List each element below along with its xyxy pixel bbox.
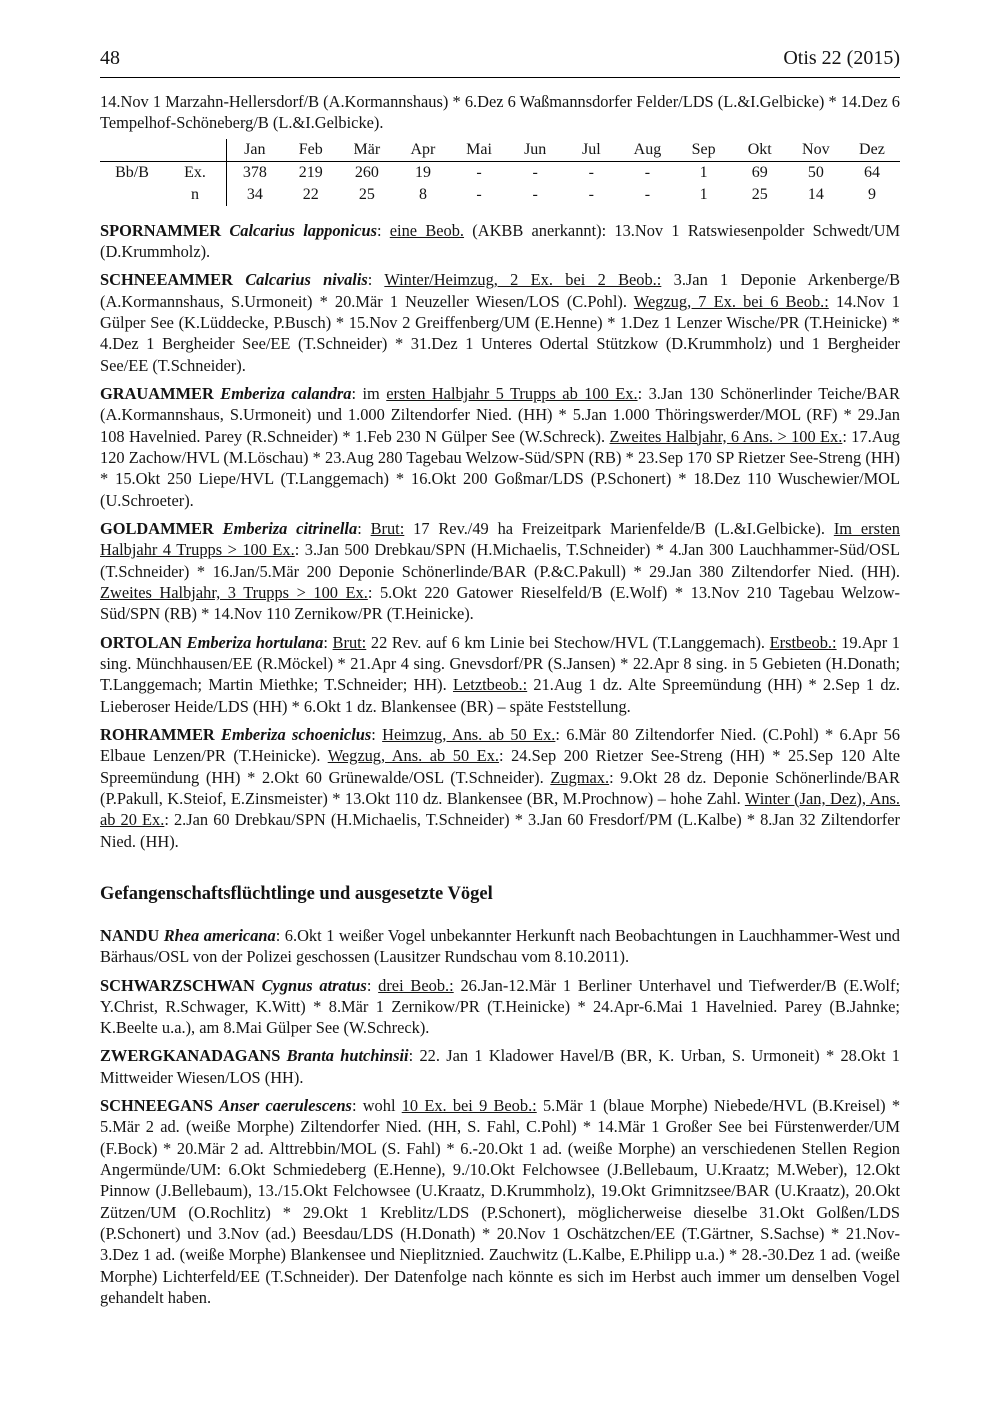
table-cell: -: [644, 185, 651, 203]
month-header: Feb: [283, 139, 339, 162]
table-cell: 14: [807, 185, 824, 203]
page-header: [100, 46, 900, 77]
month-header: Apr: [395, 139, 451, 162]
table-cell: 260: [354, 163, 379, 181]
section-heading: Gefangenschaftsflüchtlinge und ausgesetzte Vögel: [100, 883, 493, 904]
table-cell: 1: [699, 185, 708, 203]
header-rule: [100, 77, 900, 78]
entry-schneeammer: SCHNEEAMMER Calcarius nivalis: Winter/Heimzug, 2 Ex. bei 2 Beob.: 3.Jan 1 Deponie Arkenberge/B (A.Kormannshaus, S.Urmoneit) * 20.Mär 1 Neuzeller Wiesen/LOS (C.Pohl). Wegzug, 7 Ex. bei 6 Beob.: 14.Nov 1 Gülper See (K.Lüddecke, P.Busch) * 15.Nov 2 Greiffenberg/UM (E.Henne) * 1.Dez 1 Lenzer Wische/PR (T.Heinicke) * 4.Dez 1 Bergheider See/EE (T.Schneider) * 31.Dez 1 Unteres Odertal Stützkow (D.Krummholz) und 1 Bergheider See/EE (T.Schneider).: [100, 270, 900, 375]
month-header: Mai: [451, 139, 507, 162]
table-cell: -: [476, 163, 482, 181]
month-header: Aug: [619, 139, 675, 162]
entry-goldammer: GOLDAMMER Emberiza citrinella: Brut: 17 Rev./49 ha Freizeitpark Marienfelde/B (L.&I.Gelbicke). Im ersten Halbjahr 4 Trupps > 100 Ex.: 3.Jan 500 Drebkau/SPN (H.Michaelis, T.Schneider) * 4.Jan 300 Lauchhammer-Süd/OSL (T.Schneider) * 16.Jan/5.Mär 200 Deponie Schönerlinde/BAR (P.&C.Pakull) * 29.Jan 380 Ziltendorfer Nied. (HH). Zweites Halbjahr, 3 Trupps > 100 Ex.: 5.Okt 220 Gatower Rieselfeld/B (E.Wolf) * 13.Nov 210 Tagebau Welzow-Süd/SPN (RB) * 14.Nov 110 Zernikow/PR (T.Heinicke).: [100, 518, 901, 624]
table-cell: -: [532, 185, 538, 203]
table-cell: 25: [751, 185, 768, 203]
entry-grauammer: GRAUAMMER Emberiza calandra: im ersten Halbjahr 5 Trupps ab 100 Ex.: 3.Jan 130 Schönerlinder Teiche/BAR (A.Kormannshaus, S.Urmoneit) und 1.000 Ziltendorfer Nied. (HH) * 5.Jan 1.000 Thöringswerder/MOL (RF) * 29.Jan 108 Havelnied. Parey (R.Schneider) * 1.Feb 230 N Gülper See (W.Schreck). Zweites Halbjahr, 6 Ans. > 100 Ex.: 17.Aug 120 Zachow/HVL (M.Löschau) * 23.Aug 280 Tagebau Welzow-Süd/SPN (RB) * 23.Sep 170 SP Rietzer See-Streng (HH) * 15.Okt 250 Liepe/HVL (T.Langgemach) * 16.Okt 200 Goßmar/LDS (P.Schonert) * 18.Dez 110 Wuschewier/MOL (U.Schroeter).: [100, 383, 900, 510]
month-header: Jan: [227, 139, 283, 162]
month-header: Mär: [339, 139, 395, 162]
table-cell: 9: [867, 185, 876, 203]
page-number: 48: [100, 47, 120, 69]
table-cell: 1: [699, 163, 708, 181]
table-row: [100, 161, 900, 184]
row-group-label: Bb/B: [115, 163, 149, 181]
intro-paragraph: 14.Nov 1 Marzahn-Hellersdorf/B (A.Kormannshaus) * 6.Dez 6 Waßmannsdorfer Felder/LDS (L.&I.Gelbicke) * 14.Dez 6 Tempelhof-Schöneberg/B (L.&I.Gelbicke).: [100, 92, 900, 133]
table-cell: [100, 184, 164, 206]
month-header: Nov: [788, 139, 844, 162]
table-cell: -: [588, 163, 594, 181]
entry-spornammer: SPORNAMMER Calcarius lapponicus: eine Beob. (AKBB anerkannt): 13.Nov 1 Ratswiesenpolder Schwedt/UM (D.Krummholz).: [100, 220, 901, 261]
month-header: Okt: [732, 139, 788, 162]
entry-ortolan: ORTOLAN Emberiza hortulana: Brut: 22 Rev. auf 6 km Linie bei Stechow/HVL (T.Langgemach). Erstbeob.: 19.Apr 1 sing. Münchhausen/EE (R.Möckel) * 21.Apr 4 sing. Gnevsdorf/PR (S.Jansen) * 22.Apr 8 sing. in 5 Gebieten (H.Donath; T.Langgemach; Martin Miethke; T.Schneider; HH). Letztbeob.: 21.Aug 1 dz. Alte Spreemündung (HH) * 2.Sep 1 dz. Lieberoser Heide/LDS (HH) * 6.Okt 1 dz. Blankensee (BR) – späte Feststellung.: [100, 632, 901, 716]
table-cell: -: [532, 163, 538, 181]
table-cell: 8: [418, 185, 427, 203]
journal-title: Otis 22 (2015): [783, 47, 900, 69]
entry-zwergkanadagans: ZWERGKANADAGANS Branta hutchinsii: 22. Jan 1 Kladower Havel/B (BR, K. Urban, S. Urmoneit) * 28.Okt 1 Mittweider Wiesen/LOS (HH).: [100, 1046, 900, 1087]
table-cell: [164, 139, 227, 162]
table-row: [100, 184, 900, 206]
row-label: Ex.: [164, 161, 227, 184]
month-header: Jul: [563, 139, 619, 162]
row-label: n: [164, 184, 227, 206]
table-cell: 19: [414, 163, 431, 181]
month-header: Jun: [507, 139, 563, 162]
entry-schwarzschwan: SCHWARZSCHWAN Cygnus atratus: drei Beob.: 26.Jan-12.Mär 1 Berliner Unterhavel und Tiefwerder/B (E.Wolf; Y.Christ, R.Schwager, K.Witt) * 8.Mär 1 Zernikow/PR (T.Heinicke) * 24.Apr-6.Mai 1 Havelnied. Parey (B.Jahnke; K.Beelte u.a.), am 8.Mai Gülper See (W.Schreck).: [100, 975, 900, 1038]
table-cell: 69: [751, 163, 768, 181]
entry-schneegans: SCHNEEGANS Anser caerulescens: wohl 10 Ex. bei 9 Beob.: 5.Mär 1 (blaue Morphe) Niebede/HVL (B.Kreisel) * 5.Mär 2 ad. (weiße Morphe) Ziltendorfer Nied. (HH, S. Fahl, C.Pohl) * 14.Mär 1 Großer See bei Fürstenwerder/UM (F.Bock) * 20.Mär 2 ad. Alttrebbin/MOL (S. Fahl) * 6.-20.Okt 1 ad. (weiße Morphe) an verschiedenen Stellen Region Angermünde/UM: 6.Okt Schmiedeberg (E.Henne), 9./10.Okt Felchowsee (J.Bellebaum, U.Kraatz; M.Weber), 12.Okt Pinnow (J.Bellebaum), 13./15.Okt Felchowsee (U.Kraatz, D.Krummholz), 19.Okt Grimnitzsee/BAR (U.Kraatz), 20.Okt Zützen/UM (O.Rochlitz) * 29.Okt 1 Kreblitz/LDS (P.Schonert), möglicherweise dieselbe 31.Okt Golßen/LDS (P.Schonert) und 3.Nov (ad.) Beesdau/LDS (H.Donath) * 20.Nov 1 Oschätzchen/EE (T.Gärtner, S.Sachse) * 21.Nov-3.Dez 1 ad. (weiße Morphe) Blankensee und Nieplitznied. Zauchwitz (L.Kalbe, E.Philipp u.a.) * 28.-30.Dez 1 ad. (weiße Morphe) Lichterfeld/EE (T.Schneider). Der Datenfolge nach könnte es sich im Herbst auch immer um denselben Vogel gehandelt haben.: [100, 1096, 901, 1308]
table-cell: -: [476, 185, 482, 203]
table-cell: -: [588, 185, 594, 203]
entry-nandu: NANDU Rhea americana: 6.Okt 1 weißer Vogel unbekannter Herkunft nach Beobachtungen in Lauchhammer-West und Bärhaus/OSL von der Polizei geschossen (Lausitzer Rundschau vom 8.10.2011).: [100, 925, 900, 967]
monthly-count-table: [100, 139, 900, 206]
table-cell: 64: [863, 163, 880, 181]
month-header: Sep: [676, 139, 732, 162]
table-cell: [100, 139, 164, 162]
table-cell: 22: [302, 185, 319, 203]
table-cell: 219: [298, 163, 323, 181]
table-cell: 34: [246, 185, 263, 203]
entry-rohrammer: ROHRAMMER Emberiza schoeniclus: Heimzug, Ans. ab 50 Ex.: 6.Mär 80 Ziltendorfer Nied. (C.Pohl) * 6.Apr 56 Elbaue Lenzen/PR (T.Heinicke). Wegzug, Ans. ab 50 Ex.: 24.Sep 200 Rietzer See-Streng (HH) * 25.Sep 120 Alte Spreemündung (HH) * 2.Okt 60 Grünewalde/OSL (T.Schneider). Zugmax.: 9.Okt 28 dz. Deponie Schönerlinde/BAR (P.Pakull, K.Steiof, E.Zinsmeister) * 13.Okt 110 dz. Blankensee (BR, M.Prochnow) – hohe Zahl. Winter (Jan, Dez), Ans. ab 20 Ex.: 2.Jan 60 Drebkau/SPN (H.Michaelis, T.Schneider) * 3.Jan 60 Fresdorf/PM (L.Kalbe) * 8.Jan 32 Ziltendorfer Nied. (HH).: [100, 724, 900, 851]
table-header-row: [100, 139, 900, 162]
table-cell: -: [644, 163, 651, 181]
table-cell: 25: [358, 185, 375, 203]
month-header: Dez: [844, 139, 900, 162]
table-cell: 50: [807, 163, 824, 181]
table-cell: 378: [242, 163, 267, 181]
